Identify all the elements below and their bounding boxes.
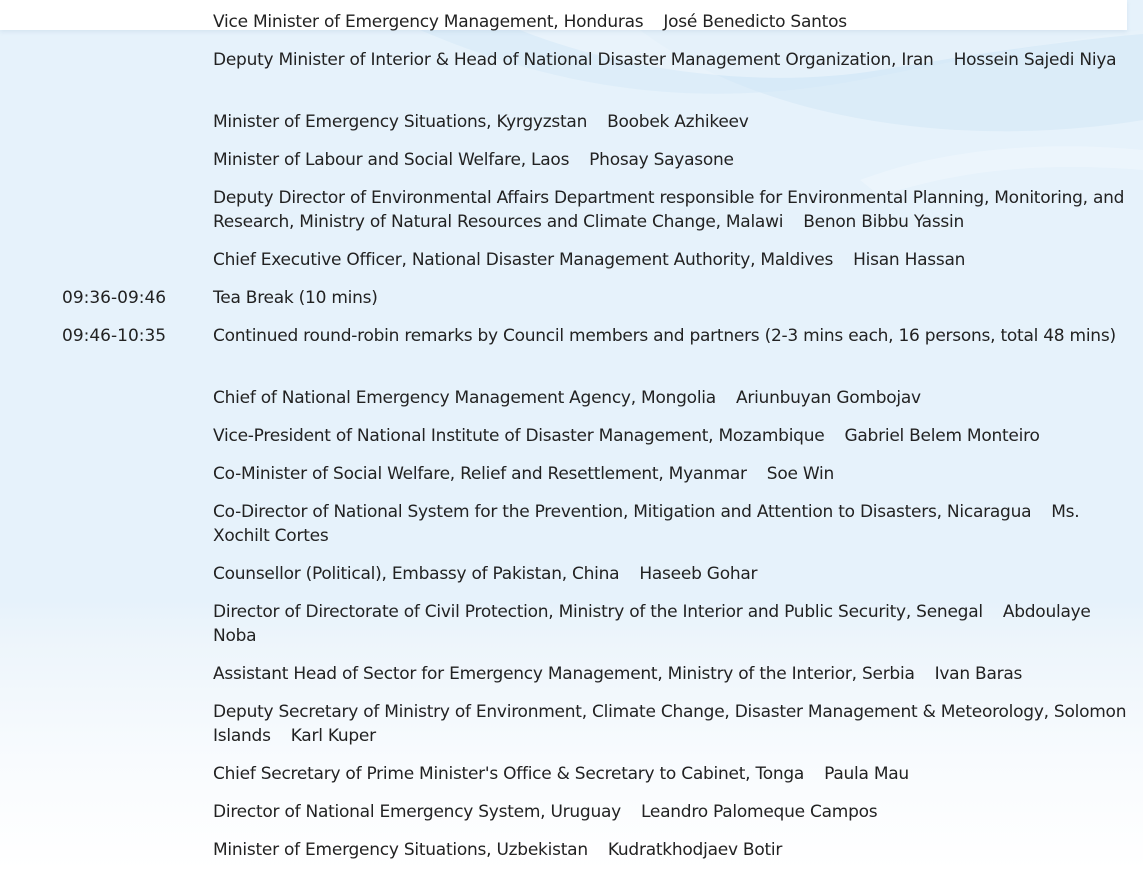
speaker-name: Hossein Sajedi Niya <box>953 50 1117 70</box>
agenda-description <box>213 838 1128 862</box>
session-title: Continued round-robin remarks by Council members and partners (2-3 mins each, 16 persons, total 48 mins) <box>213 326 1116 346</box>
speaker-name: Paula Mau <box>824 764 909 784</box>
agenda-description <box>213 186 1128 234</box>
speaker-title: Deputy Minister of Interior & Head of National Disaster Management Organization, Iran <box>213 50 934 70</box>
agenda-description <box>213 700 1128 748</box>
speaker-title: Director of Directorate of Civil Protection, Ministry of the Interior and Public Security, Senegal <box>213 602 983 622</box>
speaker-name: Soe Win <box>766 464 835 484</box>
agenda-description <box>213 110 1128 134</box>
agenda-description <box>213 324 1128 348</box>
agenda-description <box>213 662 1128 686</box>
speaker-name: Abdoulaye Noba <box>213 602 1091 646</box>
speaker-name: Kudratkhodjaev Botir <box>607 840 783 860</box>
speaker-title: Co-Minister of Social Welfare, Relief and Resettlement, Myanmar <box>213 464 747 484</box>
speaker-name: Hisan Hassan <box>853 250 966 270</box>
agenda-description <box>213 424 1128 448</box>
agenda-description <box>213 500 1128 548</box>
speaker-name: Boobek Azhikeev <box>607 112 749 132</box>
speaker-title: Minister of Emergency Situations, Uzbekistan <box>213 840 588 860</box>
agenda-description <box>213 562 1128 586</box>
agenda-description <box>213 248 1128 272</box>
agenda-description <box>213 10 1128 34</box>
speaker-title: Minister of Labour and Social Welfare, Laos <box>213 150 570 170</box>
speaker-name: José Benedicto Santos <box>663 12 847 32</box>
speaker-title: Vice-President of National Institute of Disaster Management, Mozambique <box>213 426 825 446</box>
speaker-title: Vice Minister of Emergency Management, Honduras <box>213 12 644 32</box>
speaker-name: Karl Kuper <box>290 726 376 746</box>
agenda-time: 09:46-10:35 <box>62 326 167 346</box>
speaker-name: Phosay Sayasone <box>589 150 734 170</box>
speaker-name: Ivan Baras <box>934 664 1023 684</box>
speaker-name: Benon Bibbu Yassin <box>803 212 965 232</box>
speaker-title: Minister of Emergency Situations, Kyrgyzstan <box>213 112 588 132</box>
speaker-title: Co-Director of National System for the Prevention, Mitigation and Attention to Disasters, Nicaragua <box>213 502 1032 522</box>
speaker-title: Chief of National Emergency Management Agency, Mongolia <box>213 388 716 408</box>
speaker-title: Assistant Head of Sector for Emergency Management, Ministry of the Interior, Serbia <box>213 664 915 684</box>
speaker-title: Chief Executive Officer, National Disaster Management Authority, Maldives <box>213 250 834 270</box>
speaker-title: Counsellor (Political), Embassy of Pakistan, China <box>213 564 620 584</box>
agenda-description <box>213 800 1128 824</box>
speaker-name: Leandro Palomeque Campos <box>640 802 878 822</box>
speaker-name: Haseeb Gohar <box>639 564 758 584</box>
session-title: Tea Break (10 mins) <box>213 288 378 308</box>
agenda-description <box>213 48 1128 72</box>
agenda-description <box>213 462 1128 486</box>
speaker-name: Gabriel Belem Monteiro <box>844 426 1040 446</box>
agenda-time: 09:36-09:46 <box>62 288 167 308</box>
speaker-name: Ariunbuyan Gombojav <box>735 388 921 408</box>
speaker-title: Deputy Secretary of Ministry of Environment, Climate Change, Disaster Management & Meteorology, Solomon Islands <box>213 702 1127 746</box>
agenda-description <box>213 148 1128 172</box>
agenda-description <box>213 762 1128 786</box>
agenda-description <box>213 286 1128 310</box>
speaker-title: Director of National Emergency System, Uruguay <box>213 802 621 822</box>
agenda-description <box>213 600 1128 648</box>
agenda-description <box>213 386 1128 410</box>
speaker-name: Ms. Xochilt Cortes <box>213 502 1080 546</box>
speaker-title: Deputy Director of Environmental Affairs Department responsible for Environmental Planning, Monitoring, and Research, Ministry of Natural Resources and Climate Change, Malawi <box>213 188 1125 232</box>
speaker-title: Chief Secretary of Prime Minister's Office & Secretary to Cabinet, Tonga <box>213 764 805 784</box>
